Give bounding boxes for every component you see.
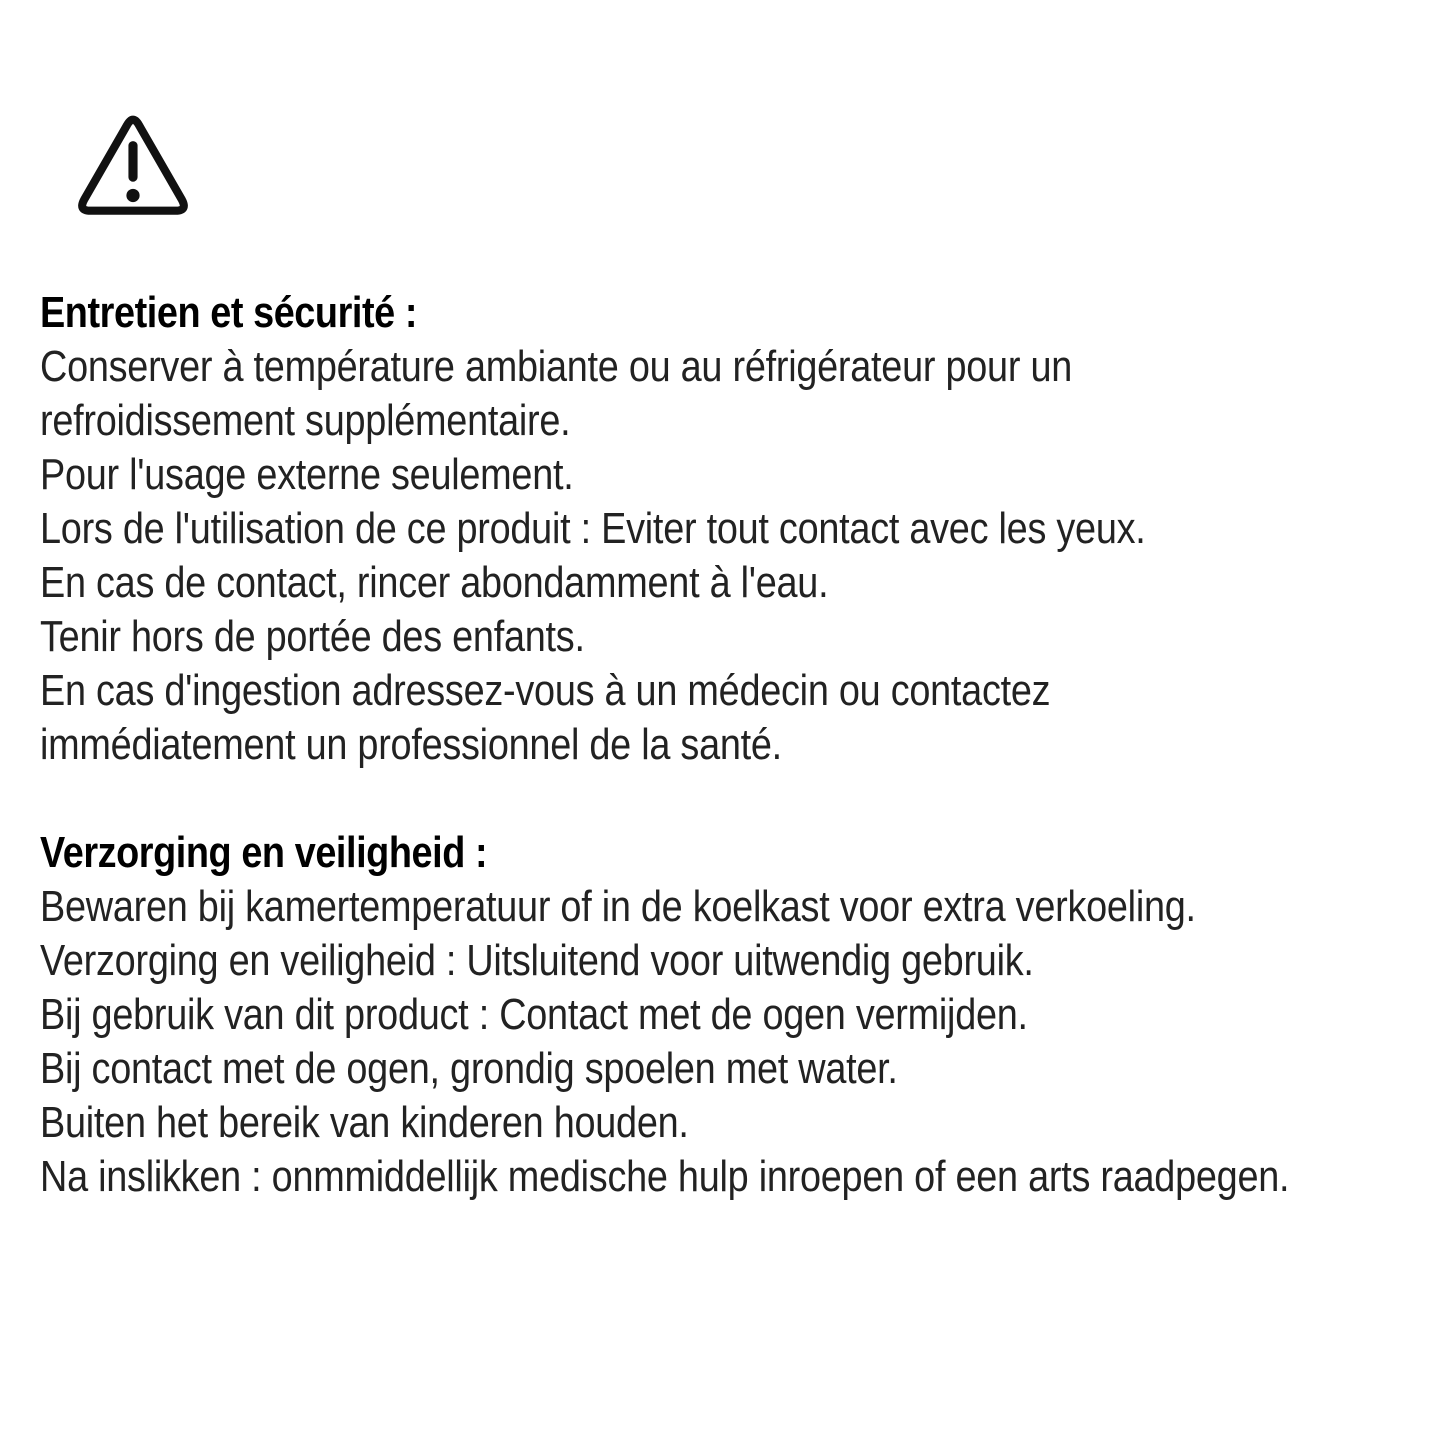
text-line: Conserver à température ambiante ou au réfrigérateur pour un <box>40 342 1073 391</box>
section-body-fr <box>40 340 1289 772</box>
text-line: Bij gebruik van dit product : Contact met de ogen vermijden. <box>40 990 1028 1039</box>
text-line: Bewaren bij kamertemperatuur of in de koelkast voor extra verkoeling. <box>40 882 1196 931</box>
text-line: Tenir hors de portée des enfants. <box>40 612 585 661</box>
text-line: immédiatement un professionnel de la santé. <box>40 720 782 769</box>
section-heading-nl: Verzorging en veiligheid : <box>40 828 488 877</box>
section-heading-fr: Entretien et sécurité : <box>40 288 418 337</box>
text-line: Buiten het bereik van kinderen houden. <box>40 1098 689 1147</box>
text-line: Pour l'usage externe seulement. <box>40 450 574 499</box>
text-line: En cas d'ingestion adressez-vous à un médecin ou contactez <box>40 666 1051 715</box>
section-body-nl <box>40 880 1289 1204</box>
section-care-safety-nl <box>40 826 1289 1204</box>
text-line: Bij contact met de ogen, grondig spoelen met water. <box>40 1044 898 1093</box>
text-line: refroidissement supplémentaire. <box>40 396 571 445</box>
text-line: En cas de contact, rincer abondamment à l'eau. <box>40 558 829 607</box>
section-care-safety-fr <box>40 286 1289 772</box>
text-line: Verzorging en veiligheid : Uitsluitend voor uitwendig gebruik. <box>40 936 1034 985</box>
text-line: Na inslikken : onmmiddellijk medische hulp inroepen of een arts raadpegen. <box>40 1152 1290 1201</box>
text-column <box>40 286 1289 1204</box>
text-line: Lors de l'utilisation de ce produit : Eviter tout contact avec les yeux. <box>40 504 1146 553</box>
warning-triangle-icon <box>72 108 194 224</box>
